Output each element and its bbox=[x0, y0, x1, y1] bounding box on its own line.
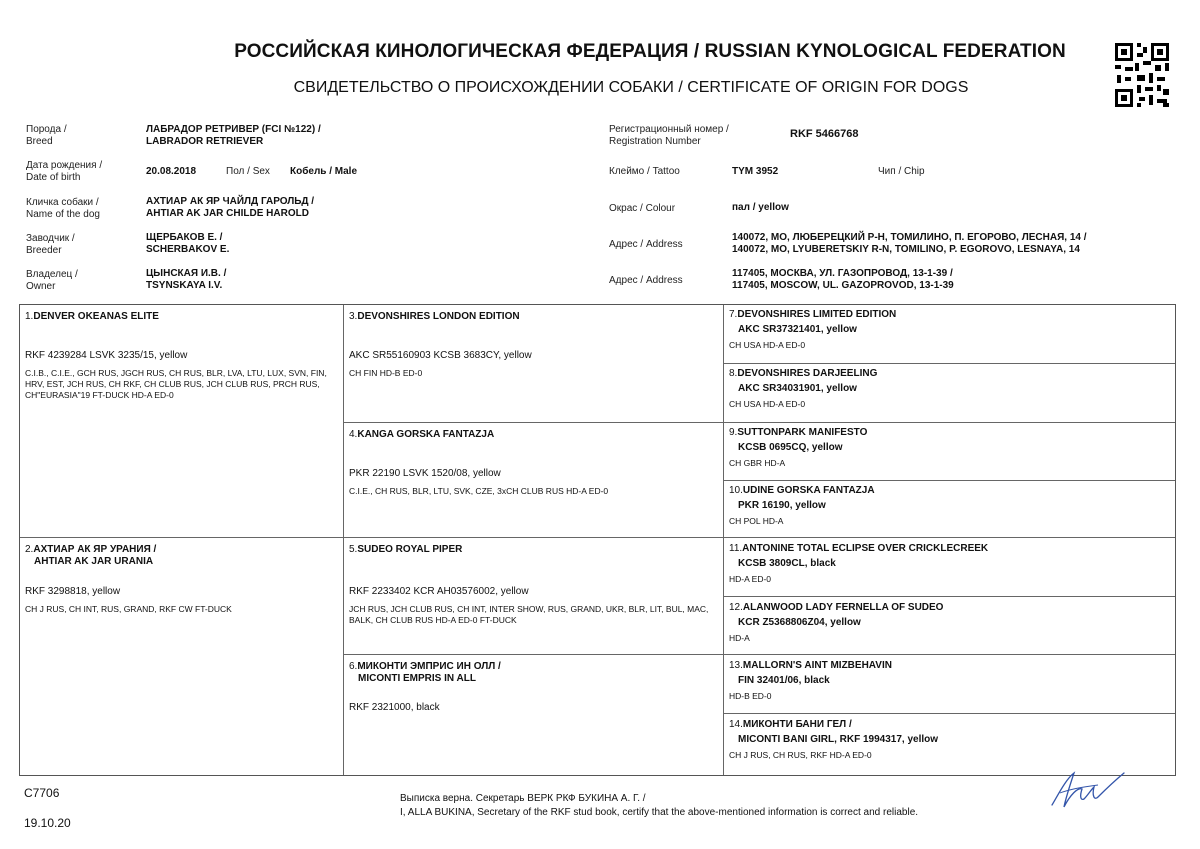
ancestor-registration: RKF 2321000, black bbox=[349, 702, 440, 713]
dob-value: 20.08.2018 bbox=[146, 166, 197, 177]
ancestor-registration: AKC SR55160903 KCSB 3683CY, yellow bbox=[349, 350, 532, 361]
colour-value: пал / yellow bbox=[732, 202, 789, 213]
ancestor-name: 5.SUDEO ROYAL PIPER bbox=[349, 544, 463, 555]
ancestor-registration: AKC SR34031901, yellow bbox=[738, 383, 857, 394]
ancestor-registration: KCSB 0695CQ, yellow bbox=[738, 442, 843, 453]
pedigree-cell-11 bbox=[724, 538, 1175, 597]
breeder-value: ЩЕРБАКОВ Е. / SCHERBAKOV E. bbox=[146, 232, 230, 255]
owner-value: ЦЫНСКАЯ И.В. / TSYNSKAYA I.V. bbox=[146, 268, 227, 291]
ancestor-name: 11.ANTONINE TOTAL ECLIPSE OVER CRICKLECREEK bbox=[729, 543, 989, 554]
reg-number-value: RKF 5466768 bbox=[790, 128, 859, 140]
pedigree-cell-6 bbox=[344, 655, 724, 775]
document-code: C7706 bbox=[24, 786, 60, 800]
ancestor-name: 2.АХТИАР АК ЯР УРАНИЯ / AHTIAR AK JAR URANIA bbox=[25, 544, 157, 567]
ancestor-registration: FIN 32401/06, black bbox=[738, 675, 830, 686]
ancestor-name: 3.DEVONSHIRES LONDON EDITION bbox=[349, 311, 520, 322]
ancestor-titles: JCH RUS, JCH CLUB RUS, CH INT, INTER SHOW, RUS, GRAND, UKR, BLR, LIT, BUL, MAC, BALK, CH CLUB RUS HD-A ED-0 FT-DUCK bbox=[349, 604, 709, 625]
ancestor-titles: C.I.B., C.I.E., GCH RUS, JGCH RUS, CH RUS, BLR, LVA, LTU, LUX, SVN, FIN, HRV, EST, JCH RUS, CH RKF, CH CLUB RUS, JCH CLUB RUS, PRCH RUS, CH"EURASIA"19 FT-DUCK HD-A ED-0 bbox=[25, 368, 327, 400]
ancestor-titles: HD-A bbox=[729, 633, 750, 643]
ancestor-titles: CH USA HD-A ED-0 bbox=[729, 340, 806, 350]
ancestor-registration: MICONTI BANI GIRL, RKF 1994317, yellow bbox=[738, 734, 939, 745]
ancestor-titles: CH USA HD-A ED-0 bbox=[729, 399, 806, 409]
pedigree-cell-12 bbox=[724, 597, 1175, 655]
sex-value: Кобель / Male bbox=[290, 166, 358, 177]
ancestor-name: 6.МИКОНТИ ЭМПРИС ИН ОЛЛ / MICONTI EMPRIS IN ALL bbox=[349, 661, 501, 684]
ancestor-registration: AKC SR37321401, yellow bbox=[738, 324, 857, 335]
page-title: РОССИЙСКАЯ КИНОЛОГИЧЕСКАЯ ФЕДЕРАЦИЯ / RUSSIAN KYNOLOGICAL FEDERATION bbox=[234, 41, 1066, 62]
ancestor-titles: CH FIN HD-B ED-0 bbox=[349, 368, 423, 378]
breeder-address-value: 140072, МО, ЛЮБЕРЕЦКИЙ Р-Н, ТОМИЛИНО, П. ЕГОРОВО, ЛЕСНАЯ, 14 / 140072, MO, LYUBERETSKIY R-N, TOMILINO, P. EGOROVO, LESNAYA, 14 bbox=[732, 232, 1087, 255]
tattoo-value: TYM 3952 bbox=[732, 166, 779, 177]
ancestor-registration: RKF 2233402 KCR AH03576002, yellow bbox=[349, 586, 529, 597]
ancestor-registration: KCR Z5368806Z04, yellow bbox=[738, 617, 861, 628]
pedigree-cell-9 bbox=[724, 423, 1175, 481]
ancestor-registration: RKF 3298818, yellow bbox=[25, 586, 121, 597]
pedigree-table bbox=[19, 304, 1176, 776]
reg-number-label: Регистрационный номер / Registration Number bbox=[609, 124, 729, 147]
tattoo-label: Клеймо / Tattoo bbox=[609, 166, 680, 177]
owner-address-value: 117405, МОСКВА, УЛ. ГАЗОПРОВОД, 13-1-39 / 117405, MOSCOW, UL. GAZOPROVOD, 13-1-39 bbox=[732, 268, 954, 291]
ancestor-name: 8.DEVONSHIRES DARJEELING bbox=[729, 368, 878, 379]
signature-icon bbox=[1040, 765, 1140, 815]
ancestor-titles: C.I.E., CH RUS, BLR, LTU, SVK, CZE, 3xCH CLUB RUS HD-A ED-0 bbox=[349, 486, 609, 496]
pedigree-cell-5 bbox=[344, 538, 724, 655]
ancestor-name: 13.MALLORN'S AINT MIZBEHAVIN bbox=[729, 660, 892, 671]
ancestor-registration: RKF 4239284 LSVK 3235/15, yellow bbox=[25, 350, 188, 361]
pedigree-cell-1 bbox=[20, 305, 344, 538]
pedigree-cell-10 bbox=[724, 481, 1175, 538]
page-subtitle: СВИДЕТЕЛЬСТВО О ПРОИСХОЖДЕНИИ СОБАКИ / CERTIFICATE OF ORIGIN FOR DOGS bbox=[293, 79, 969, 96]
sex-label: Пол / Sex bbox=[226, 166, 270, 177]
owner-address-label: Адрес / Address bbox=[609, 275, 683, 286]
ancestor-name: 4.KANGA GORSKA FANTAZJA bbox=[349, 429, 495, 440]
qr-code-icon bbox=[1113, 41, 1171, 109]
ancestor-titles: CH J RUS, CH RUS, RKF HD-A ED-0 bbox=[729, 750, 872, 760]
certification-text: Выписка верна. Секретарь ВЕРК РКФ БУКИНА А. Г. / I, ALLA BUKINA, Secretary of the RKF stud book, certify that the above-mentioned information is correct and reliable. bbox=[400, 793, 919, 818]
ancestor-titles: CH POL HD-A bbox=[729, 516, 784, 526]
pedigree-cell-4 bbox=[344, 423, 724, 538]
dob-label: Дата рождения / Date of birth bbox=[26, 160, 103, 183]
dog-name-label: Кличка собаки / Name of the dog bbox=[26, 197, 100, 220]
dog-name-value: АХТИАР АК ЯР ЧАЙЛД ГАРОЛЬД / AHTIAR AK JAR CHILDE HAROLD bbox=[146, 196, 315, 219]
breed-value: ЛАБРАДОР РЕТРИВЕР (FCI №122) / LABRADOR RETRIEVER bbox=[146, 124, 321, 147]
pedigree-cell-7 bbox=[724, 305, 1175, 364]
ancestor-titles: CH GBR HD-A bbox=[729, 458, 786, 468]
ancestor-name: 9.SUTTONPARK MANIFESTO bbox=[729, 427, 868, 438]
pedigree-cell-8 bbox=[724, 364, 1175, 423]
chip-label: Чип / Chip bbox=[878, 166, 925, 177]
breeder-label: Заводчик / Breeder bbox=[26, 233, 75, 256]
ancestor-titles: HD-B ED-0 bbox=[729, 691, 772, 701]
pedigree-cell-2 bbox=[20, 538, 344, 775]
pedigree-cell-13 bbox=[724, 655, 1175, 714]
colour-label: Окрас / Colour bbox=[609, 203, 676, 214]
owner-label: Владелец / Owner bbox=[26, 269, 78, 292]
ancestor-name: 14.МИКОНТИ БАНИ ГЕЛ / bbox=[729, 719, 852, 730]
issue-date: 19.10.20 bbox=[24, 816, 71, 830]
ancestor-registration: KCSB 3809CL, black bbox=[738, 558, 836, 569]
ancestor-name: 7.DEVONSHIRES LIMITED EDITION bbox=[729, 309, 897, 320]
ancestor-titles: CH J RUS, CH INT, RUS, GRAND, RKF CW FT-DUCK bbox=[25, 604, 232, 614]
breed-label: Порода / Breed bbox=[26, 124, 67, 147]
ancestor-name: 12.ALANWOOD LADY FERNELLA OF SUDEO bbox=[729, 602, 944, 613]
ancestor-registration: PKR 16190, yellow bbox=[738, 500, 826, 511]
ancestor-titles: HD-A ED-0 bbox=[729, 574, 772, 584]
breeder-address-label: Адрес / Address bbox=[609, 239, 683, 250]
ancestor-name: 1.DENVER OKEANAS ELITE bbox=[25, 311, 159, 322]
ancestor-name: 10.UDINE GORSKA FANTAZJA bbox=[729, 485, 875, 496]
pedigree-cell-3 bbox=[344, 305, 724, 423]
ancestor-registration: PKR 22190 LSVK 1520/08, yellow bbox=[349, 468, 501, 479]
